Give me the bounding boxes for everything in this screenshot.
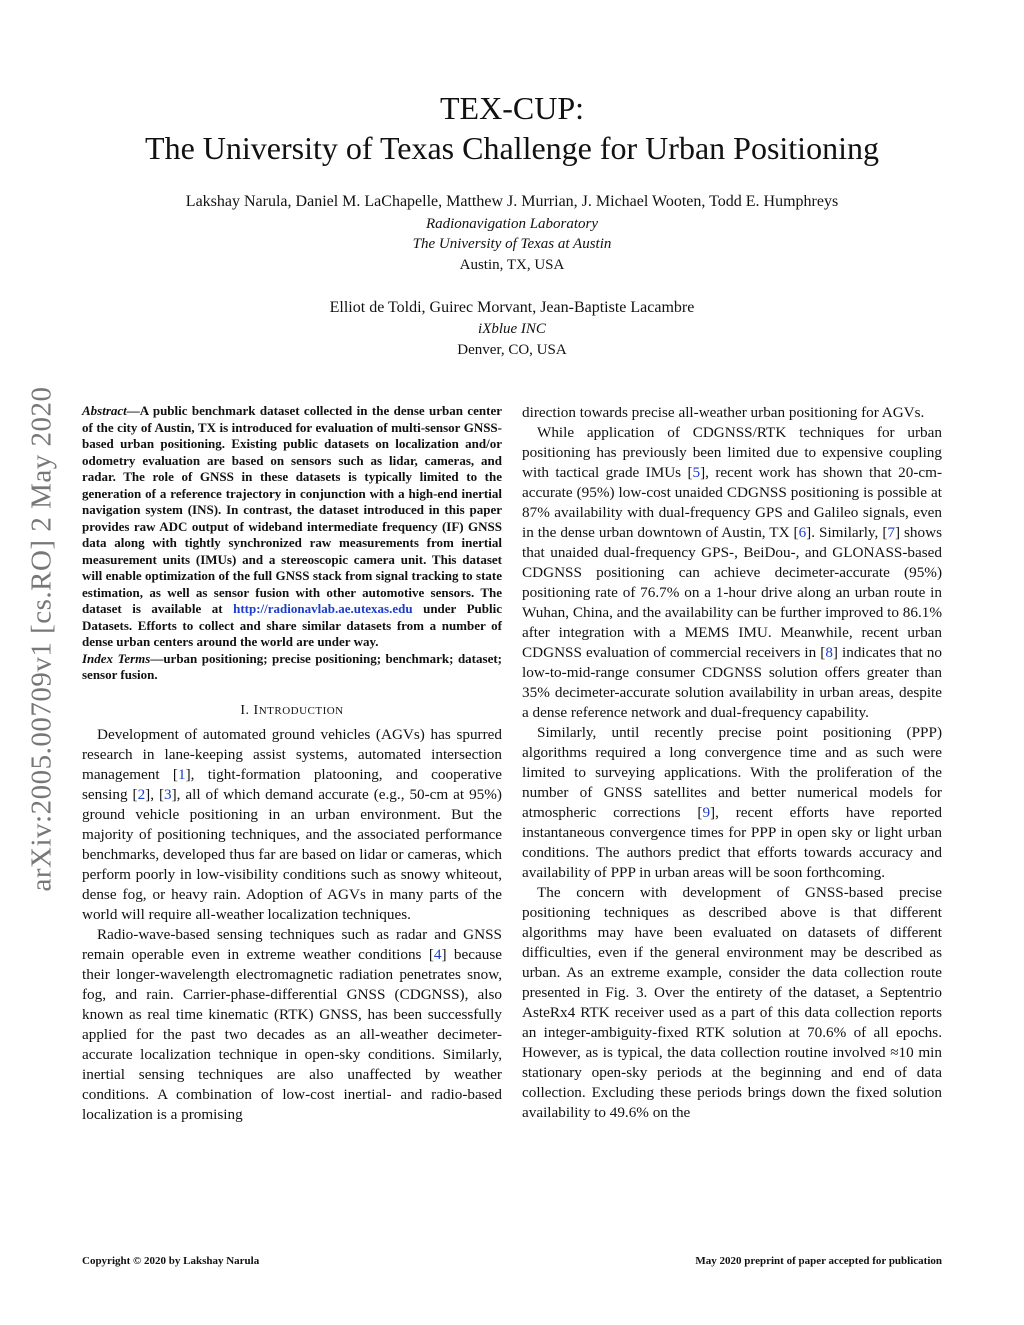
affiliation-org: iXblue INC [478, 321, 546, 337]
intro-paragraph-3: While application of CDGNSS/RTK techniques for urban positioning has previously been limited due to expensive coupling with tactical grade IMUs [5], recent work has shown that 20-cm-accurate (95%) low-cost unaided CDGNSS positioning is possible at 87% availability with dual-frequency GPS and Galileo signals, even in the dense urban downtown of Austin, TX [6]. Similarly, [7] shows that unaided dual-frequency GPS-, BeiDou-, and GLONASS-based CDGNSS positioning can achieve decimeter-accurate (95%) positioning rate of 76.7% on a 1-hour drive along an urban route in Wuhan, China, and the availability can be further improved to 86.1% after integration with a MEMS IMU. Meanwhile, recent urban CDGNSS evaluation of commercial receivers in [8] indicates that no low-to-mid-range consumer CDGNSS solution offers greater than 35% decimeter-accurate solution availability in urban areas, despite a dense reference network and dual-frequency capability. [522, 424, 942, 721]
left-column [82, 403, 502, 1125]
index-terms-label: Index Terms [82, 650, 151, 666]
affiliation-univ: The University of Texas at Austin [412, 236, 612, 252]
citation-8[interactable]: 8 [825, 644, 833, 661]
citation-6[interactable]: 6 [798, 524, 807, 541]
citation-9[interactable]: 9 [702, 804, 711, 821]
citation-4[interactable]: 4 [433, 945, 442, 963]
author-names-1: Lakshay Narula, Daniel M. LaChapelle, Matthew J. Murrian, J. Michael Wooten, Todd E. Humphreys [185, 193, 839, 210]
title-line-1: TEX-CUP: [440, 90, 584, 126]
paper-title [0, 88, 1024, 168]
citation-2[interactable]: 2 [137, 785, 146, 803]
right-column [522, 403, 942, 1123]
citation-7[interactable]: 7 [887, 524, 895, 541]
abstract-text-2: under Public Datasets. Efforts to collect and share similar datasets from a number of dense urban centers around the world are under way. [82, 601, 502, 649]
citation-5[interactable]: 5 [692, 464, 701, 481]
dataset-link[interactable]: http://radionavlab.ae.utexas.edu [233, 601, 413, 616]
citation-1[interactable]: 1 [177, 765, 186, 783]
affiliation-location-1: Austin, TX, USA [459, 257, 565, 273]
intro-paragraph-2-cont: direction towards precise all-weather urban positioning for AGVs. [522, 404, 925, 421]
index-terms-text: —urban positioning; precise positioning; benchmark; dataset; sensor fusion. [82, 650, 502, 682]
title-line-2: The University of Texas Challenge for Urban Positioning [145, 130, 879, 166]
abstract-label: Abstract [82, 403, 127, 418]
affiliation-lab: Radionavigation Laboratory [425, 216, 599, 232]
footer-copyright: Copyright © 2020 by Lakshay Narula [82, 1255, 260, 1267]
index-terms [82, 651, 502, 684]
arxiv-sidebar [14, 349, 70, 929]
citation-3[interactable]: 3 [164, 785, 172, 803]
intro-paragraph-5: The concern with development of GNSS-based precise positioning techniques as described above is that different algorithms may have been evaluated on datasets of different difficulties, even if the general environment may be described as urban. As an extreme example, consider the data collection route presented in Fig. 3. Over the entirety of the dataset, a Septentrio AsteRx4 RTK receiver used as a part of this data collection reports an integer-ambiguity-fixed RTK solution at 70.6% of all epochs. However, as is typical, the data collection routine involved ≈10 min stationary open-sky periods at the beginning and end of data collection. Excluding these periods brings down the fixed solution availability to 49.6% on the [522, 884, 942, 1121]
abstract-text-1: —A public benchmark dataset collected in the dense urban center of the city of Austin, TX is introduced for evaluation of multi-sensor GNSS-based urban positioning. Existing public datasets on localization and/or odometry evaluation are based on sensors such as lidar, cameras, and radar. The role of GNSS in these datasets is typically limited to the generation of a reference trajectory in conjunction with a high-end inertial navigation system (INS). In contrast, the dataset introduced in this paper provides raw ADC output of wideband intermediate frequency (IF) GNSS data along with tightly synchronized raw measurements from inertial measurement units (IMUs) and a stereoscopic camera unit. This dataset will enable optimization of the full GNSS stack from signal tracking to state estimation, as well as sensor fusion with other automotive sensors. The dataset is available at [82, 403, 502, 616]
intro-paragraph-4: Similarly, until recently precise point positioning (PPP) algorithms required a long convergence time and as such were limited to surveying applications. With the proliferation of the number of GNSS satellites and better numerical models for atmospheric corrections [9], recent efforts have reported instantaneous convergence times for PPP in open sky or light urban conditions. The authors predict that efforts towards accuracy and availability of PPP in urban areas will be soon forthcoming. [522, 724, 942, 881]
intro-paragraph-2: Radio-wave-based sensing techniques such as radar and GNSS remain operable even in extreme weather conditions [4] because their longer-wavelength electromagnetic radiation penetrates snow, fog, and rain. Carrier-phase-differential GNSS (CDGNSS), also known as real time kinematic (RTK) GNSS, has been successfully applied for the past two decades as an all-weather decimeter-accurate localization technique in open-sky conditions. Similarly, inertial sensing techniques are also unaffected by weather conditions. A combination of low-cost inertial- and radio-based localization is a promising [82, 925, 502, 1123]
intro-paragraph-1: Development of automated ground vehicles (AGVs) has spurred research in lane-keeping assist systems, automated intersection management [1], tight-formation platooning, and cooperative sensing [2], [3], all of which demand accurate (e.g., 50-cm at 95%) ground vehicle positioning in an urban environment. But the majority of positioning techniques, and the associated performance benchmarks, developed thus far are based on lidar or cameras, which perform poorly in low-visibility conditions such as snowy whiteout, dense fog, or heavy rain. Adoption of AGVs in many parts of the world will require all-weather localization techniques. [82, 725, 502, 923]
author-names-2: Elliot de Toldi, Guirec Morvant, Jean-Baptiste Lacambre [329, 299, 695, 316]
arxiv-identifier: arXiv:2005.00709v1 [cs.RO] 2 May 2020 [25, 386, 58, 892]
footer-preprint-note: May 2020 preprint of paper accepted for publication [695, 1255, 942, 1267]
section-heading-introduction: I. INTRODUCTION [240, 702, 344, 718]
abstract [82, 403, 502, 651]
affiliation-location-2: Denver, CO, USA [457, 342, 567, 358]
